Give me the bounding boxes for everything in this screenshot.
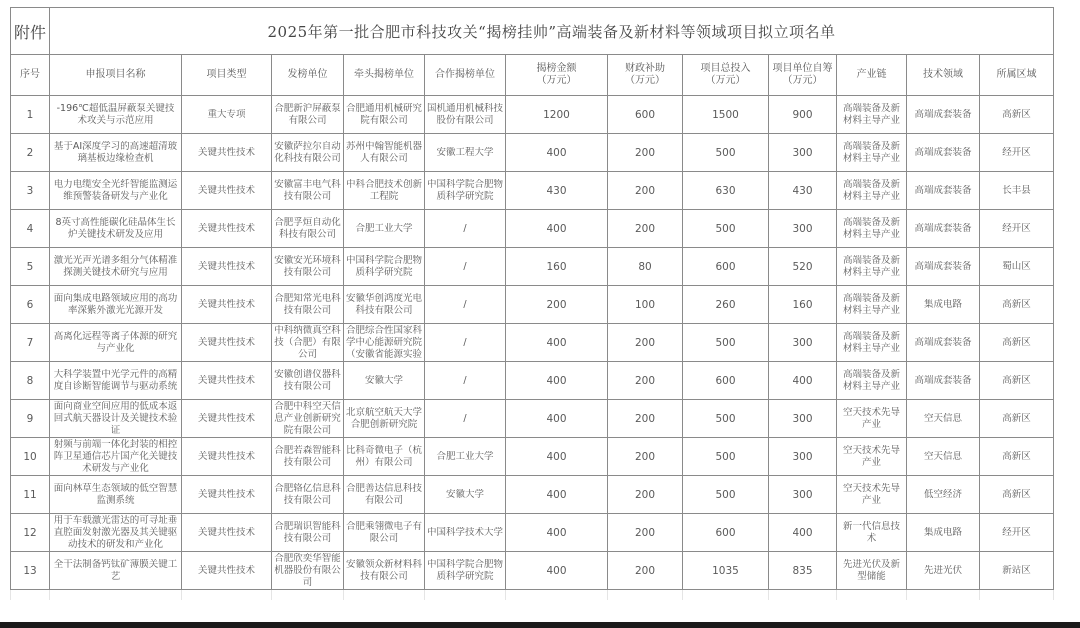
cell-industry-chain: 高端装备及新材料主导产业 (837, 362, 907, 400)
cell-amount: 400 (506, 552, 608, 590)
table-row (11, 476, 1054, 514)
cell-region: 高新区 (980, 476, 1054, 514)
cell-issuer: 安徽富丰电气科技有限公司 (272, 172, 344, 210)
cell-total-investment: 500 (683, 324, 769, 362)
header-tech-field: 技术领域 (907, 55, 980, 96)
cell-region: 高新区 (980, 400, 1054, 438)
cell-region: 蜀山区 (980, 248, 1054, 286)
cell-subsidy: 200 (608, 438, 683, 476)
cell-project-type: 关键共性技术 (182, 362, 272, 400)
cell-subsidy: 200 (608, 134, 683, 172)
header-lead-unit: 牵头揭榜单位 (344, 55, 425, 96)
cell-subsidy: 200 (608, 552, 683, 590)
header-self-funded: 项目单位自筹 （万元） (769, 55, 837, 96)
cell-tech-field: 集成电路 (907, 286, 980, 324)
cell-lead-unit: 合肥乘翎微电子有限公司 (344, 514, 425, 552)
cell-lead-unit: 苏州中翰智能机器人有限公司 (344, 134, 425, 172)
cell-subsidy: 200 (608, 362, 683, 400)
table-row (11, 324, 1054, 362)
cell-issuer: 安徽创谱仪器科技有限公司 (272, 362, 344, 400)
cell-issuer: 合肥瑞识智能科技有限公司 (272, 514, 344, 552)
cell-lead-unit: 合肥善达信息科技有限公司 (344, 476, 425, 514)
cell-project-name: 用于车载激光雷达的可寻址垂直腔面发射激光器及其关键驱动技术的研发和产业化 (50, 514, 182, 552)
cell-project-name: 基于AI深度学习的高速超清玻璃基板边缘检查机 (50, 134, 182, 172)
cell-tech-field: 高端成套装备 (907, 210, 980, 248)
cell-project-name: 全干法制备钙钛矿薄膜关键工艺 (50, 552, 182, 590)
cell-industry-chain: 新一代信息技术 (837, 514, 907, 552)
cell-no: 5 (11, 248, 50, 286)
cell-self-funded: 300 (769, 476, 837, 514)
cell-project-type: 关键共性技术 (182, 400, 272, 438)
table-row (11, 514, 1054, 552)
cell-project-name: 面向林草生态领域的低空智慧监测系统 (50, 476, 182, 514)
cell-no: 10 (11, 438, 50, 476)
cell-lead-unit: 中国科学院合肥物质科学研究院 (344, 248, 425, 286)
cell-partner-unit: / (425, 248, 506, 286)
cell-region: 经开区 (980, 514, 1054, 552)
cell-no: 12 (11, 514, 50, 552)
table-row (11, 400, 1054, 438)
cell-region: 高新区 (980, 438, 1054, 476)
cell-project-name: 8英寸高性能碳化硅晶体生长炉关键技术研发及应用 (50, 210, 182, 248)
cell-subsidy: 200 (608, 324, 683, 362)
table-row (11, 248, 1054, 286)
cell-region: 高新区 (980, 286, 1054, 324)
cell-industry-chain: 高端装备及新材料主导产业 (837, 286, 907, 324)
cell-subsidy: 200 (608, 210, 683, 248)
cell-industry-chain: 高端装备及新材料主导产业 (837, 248, 907, 286)
cell-project-type: 关键共性技术 (182, 248, 272, 286)
cell-partner-unit: 安徽大学 (425, 476, 506, 514)
table-row (11, 96, 1054, 134)
cell-amount: 400 (506, 438, 608, 476)
title-row (11, 8, 1054, 55)
header-total-investment: 项目总投入 （万元） (683, 55, 769, 96)
cell-region: 高新区 (980, 324, 1054, 362)
header-region: 所属区域 (980, 55, 1054, 96)
cell-project-type: 关键共性技术 (182, 134, 272, 172)
cell-self-funded: 300 (769, 438, 837, 476)
cell-subsidy: 200 (608, 514, 683, 552)
cell-subsidy: 100 (608, 286, 683, 324)
header-project-name: 申报项目名称 (50, 55, 182, 96)
cell-project-type: 关键共性技术 (182, 476, 272, 514)
empty-row (11, 590, 1054, 601)
cell-partner-unit: 中国科学院合肥物质科学研究院 (425, 552, 506, 590)
cell-self-funded: 520 (769, 248, 837, 286)
cell-no: 9 (11, 400, 50, 438)
cell-region: 新站区 (980, 552, 1054, 590)
table-row (11, 286, 1054, 324)
cell-region: 经开区 (980, 134, 1054, 172)
cell-project-name: 面向集成电路领域应用的高功率深紫外激光光源开发 (50, 286, 182, 324)
table-body (11, 96, 1054, 590)
cell-subsidy: 80 (608, 248, 683, 286)
cell-total-investment: 500 (683, 400, 769, 438)
cell-tech-field: 高端成套装备 (907, 324, 980, 362)
cell-project-type: 重大专项 (182, 96, 272, 134)
cell-project-type: 关键共性技术 (182, 172, 272, 210)
cell-lead-unit: 中科合肥技术创新工程院 (344, 172, 425, 210)
cell-partner-unit: / (425, 210, 506, 248)
table-row (11, 210, 1054, 248)
cell-amount: 160 (506, 248, 608, 286)
cell-amount: 400 (506, 476, 608, 514)
cell-tech-field: 集成电路 (907, 514, 980, 552)
cell-total-investment: 1035 (683, 552, 769, 590)
header-industry-chain: 产业链 (837, 55, 907, 96)
cell-total-investment: 600 (683, 514, 769, 552)
cell-project-name: 高离化远程等离子体源的研究与产业化 (50, 324, 182, 362)
cell-no: 8 (11, 362, 50, 400)
cell-industry-chain: 空天技术先导产业 (837, 438, 907, 476)
cell-subsidy: 200 (608, 476, 683, 514)
cell-no: 3 (11, 172, 50, 210)
cell-tech-field: 先进光伏 (907, 552, 980, 590)
cell-subsidy: 200 (608, 400, 683, 438)
cell-lead-unit: 合肥工业大学 (344, 210, 425, 248)
cell-partner-unit: / (425, 400, 506, 438)
cell-tech-field: 高端成套装备 (907, 172, 980, 210)
cell-tech-field: 高端成套装备 (907, 96, 980, 134)
cell-region: 长丰县 (980, 172, 1054, 210)
cell-no: 7 (11, 324, 50, 362)
cell-project-type: 关键共性技术 (182, 438, 272, 476)
cell-total-investment: 500 (683, 210, 769, 248)
annex-label: 附件 (11, 8, 50, 55)
cell-self-funded: 400 (769, 362, 837, 400)
cell-no: 2 (11, 134, 50, 172)
cell-issuer: 安徽安光环境科技有限公司 (272, 248, 344, 286)
cell-lead-unit: 安徽大学 (344, 362, 425, 400)
cell-tech-field: 空天信息 (907, 438, 980, 476)
cell-total-investment: 600 (683, 248, 769, 286)
cell-no: 6 (11, 286, 50, 324)
cell-tech-field: 空天信息 (907, 400, 980, 438)
cell-subsidy: 600 (608, 96, 683, 134)
cell-project-name: 激光光声光谱多组分气体精准探测关键技术研究与应用 (50, 248, 182, 286)
document-title: 2025年第一批合肥市科技攻关“揭榜挂帅”高端装备及新材料等领域项目拟立项名单 (50, 8, 1054, 55)
cell-issuer: 合肥知常光电科技有限公司 (272, 286, 344, 324)
table-row (11, 134, 1054, 172)
cell-project-name: 面向商业空间应用的低成本返回式航天器设计及关键技术验证 (50, 400, 182, 438)
cell-project-name: 射频与前端一体化封装的相控阵卫星通信芯片国产化关键技术研发与产业化 (50, 438, 182, 476)
cell-total-investment: 500 (683, 134, 769, 172)
cell-partner-unit: 国机通用机械科技股份有限公司 (425, 96, 506, 134)
cell-lead-unit: 北京航空航天大学合肥创新研究院 (344, 400, 425, 438)
project-table (10, 7, 1054, 600)
cell-project-name: -196℃超低温屏蔽泵关键技术攻关与示范应用 (50, 96, 182, 134)
cell-industry-chain: 高端装备及新材料主导产业 (837, 134, 907, 172)
header-project-type: 项目类型 (182, 55, 272, 96)
cell-project-type: 关键共性技术 (182, 514, 272, 552)
cell-self-funded: 300 (769, 400, 837, 438)
header-subsidy: 财政补助 （万元） (608, 55, 683, 96)
cell-industry-chain: 高端装备及新材料主导产业 (837, 324, 907, 362)
bottom-edge-bar (0, 622, 1080, 628)
cell-project-name: 电力电缆安全光纤智能监测运维预警装备研发与产业化 (50, 172, 182, 210)
cell-subsidy: 200 (608, 172, 683, 210)
cell-lead-unit: 比科奇微电子（杭州）有限公司 (344, 438, 425, 476)
cell-partner-unit: / (425, 286, 506, 324)
cell-project-type: 关键共性技术 (182, 286, 272, 324)
table-row (11, 362, 1054, 400)
cell-lead-unit: 安徽华创鸿度光电科技有限公司 (344, 286, 425, 324)
cell-partner-unit: 中国科学院合肥物质科学研究院 (425, 172, 506, 210)
cell-no: 13 (11, 552, 50, 590)
table-row (11, 552, 1054, 590)
cell-amount: 400 (506, 324, 608, 362)
cell-industry-chain: 空天技术先导产业 (837, 400, 907, 438)
cell-total-investment: 500 (683, 438, 769, 476)
cell-project-name: 大科学装置中光学元件的高精度自诊断智能调节与驱动系统 (50, 362, 182, 400)
cell-self-funded: 160 (769, 286, 837, 324)
cell-issuer: 中科纳微真空科技（合肥）有限公司 (272, 324, 344, 362)
cell-no: 11 (11, 476, 50, 514)
cell-project-type: 关键共性技术 (182, 210, 272, 248)
cell-issuer: 合肥孚烜自动化科技有限公司 (272, 210, 344, 248)
cell-industry-chain: 高端装备及新材料主导产业 (837, 210, 907, 248)
cell-amount: 400 (506, 400, 608, 438)
cell-partner-unit: 合肥工业大学 (425, 438, 506, 476)
cell-issuer: 合肥辂亿信息科技有限公司 (272, 476, 344, 514)
cell-self-funded: 835 (769, 552, 837, 590)
table-row (11, 438, 1054, 476)
header-amount: 揭榜金额 （万元） (506, 55, 608, 96)
cell-industry-chain: 高端装备及新材料主导产业 (837, 172, 907, 210)
cell-partner-unit: 安徽工程大学 (425, 134, 506, 172)
cell-total-investment: 600 (683, 362, 769, 400)
cell-total-investment: 1500 (683, 96, 769, 134)
cell-no: 4 (11, 210, 50, 248)
header-issuer: 发榜单位 (272, 55, 344, 96)
cell-amount: 430 (506, 172, 608, 210)
cell-region: 高新区 (980, 362, 1054, 400)
cell-partner-unit: 中国科学技术大学 (425, 514, 506, 552)
cell-self-funded: 430 (769, 172, 837, 210)
cell-issuer: 安徽萨拉尔自动化科技有限公司 (272, 134, 344, 172)
cell-self-funded: 300 (769, 210, 837, 248)
cell-industry-chain: 高端装备及新材料主导产业 (837, 96, 907, 134)
cell-amount: 200 (506, 286, 608, 324)
cell-self-funded: 300 (769, 324, 837, 362)
cell-amount: 1200 (506, 96, 608, 134)
cell-issuer: 合肥新沪屏蔽泵有限公司 (272, 96, 344, 134)
cell-amount: 400 (506, 362, 608, 400)
cell-project-type: 关键共性技术 (182, 552, 272, 590)
header-no: 序号 (11, 55, 50, 96)
cell-self-funded: 900 (769, 96, 837, 134)
cell-tech-field: 低空经济 (907, 476, 980, 514)
project-list-document (10, 7, 1053, 600)
cell-lead-unit: 合肥综合性国家科学中心能源研究院（安徽省能源实验 (344, 324, 425, 362)
cell-partner-unit: / (425, 324, 506, 362)
cell-lead-unit: 安徽领众新材料科技有限公司 (344, 552, 425, 590)
cell-total-investment: 260 (683, 286, 769, 324)
cell-industry-chain: 先进光伏及新型储能 (837, 552, 907, 590)
cell-tech-field: 高端成套装备 (907, 134, 980, 172)
cell-no: 1 (11, 96, 50, 134)
cell-self-funded: 300 (769, 134, 837, 172)
header-partner-unit: 合作揭榜单位 (425, 55, 506, 96)
cell-issuer: 合肥若森智能科技有限公司 (272, 438, 344, 476)
cell-self-funded: 400 (769, 514, 837, 552)
cell-region: 经开区 (980, 210, 1054, 248)
cell-industry-chain: 空天技术先导产业 (837, 476, 907, 514)
cell-amount: 400 (506, 134, 608, 172)
cell-total-investment: 630 (683, 172, 769, 210)
cell-lead-unit: 合肥通用机械研究院有限公司 (344, 96, 425, 134)
cell-tech-field: 高端成套装备 (907, 362, 980, 400)
cell-tech-field: 高端成套装备 (907, 248, 980, 286)
cell-issuer: 合肥中科空天信息产业创新研究院有限公司 (272, 400, 344, 438)
cell-project-type: 关键共性技术 (182, 324, 272, 362)
table-row (11, 172, 1054, 210)
header-row (11, 55, 1054, 96)
cell-region: 高新区 (980, 96, 1054, 134)
cell-amount: 400 (506, 514, 608, 552)
cell-partner-unit: / (425, 362, 506, 400)
cell-amount: 400 (506, 210, 608, 248)
cell-issuer: 合肥欣奕华智能机器股份有限公司 (272, 552, 344, 590)
cell-total-investment: 500 (683, 476, 769, 514)
